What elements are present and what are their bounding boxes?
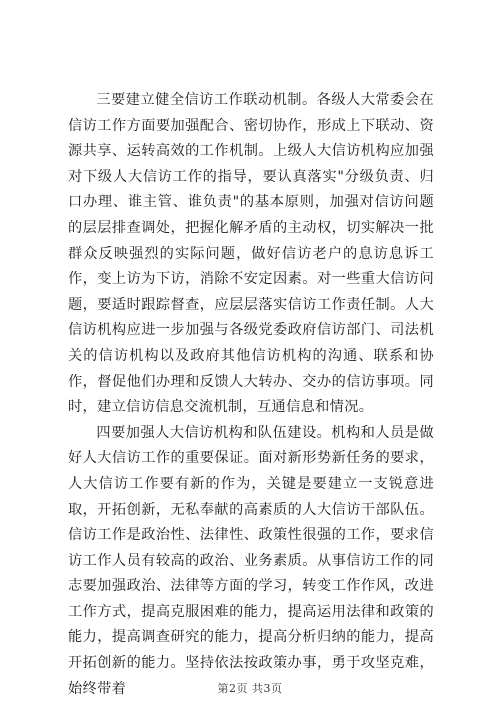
- paragraph-linkage-mechanism: 三要建立健全信访工作联动机制。各级人大常委会在信访工作方面要加强配合、密切协作，形成上下联动、资源共享、运转高效的工作机制。上级人大信访机构应加强对下级人大信访工作的指导，要认真落实"分级负责、归口办理、谁主管、谁负责"的基本原则，加强对信访问题的层层排查调处，把握化解矛盾的主动权，切实解决一批群众反映强烈的实际问题，做好信访老户的息访息诉工作，变上访为下访，消除不安定因素。对一些重大信访问题，要适时跟踪督查，应层层落实信访工作责任制。人大信访机构应进一步加强与各级党委政府信访部门、司法机关的信访机构以及政府其他信访机构的沟通、联系和协作，督促他们办理和反馈人大转办、交办的信访事项。同时，建立信访信息交流机制，互通信息和情况。: [68, 92, 434, 416]
- document-body: [68, 88, 434, 702]
- page-number-footer: 第2页 共3页: [217, 682, 283, 695]
- paragraph-team-building: 四要加强人大信访机构和队伍建设。机构和人员是做好人大信访工作的重要保证。面对新形势新任务的要求，人大信访工作要有新的作为，关键是要建立一支锐意进取，开拓创新，无私奉献的高素质的人大信访干部队伍。信访工作是政治性、法律性、政策性很强的工作，要求信访工作人员有较高的政治、业务素质。从事信访工作的同志要加强政治、法律等方面的学习，转变工作作风，改进工作方式，提高克服困难的能力，提高运用法律和政策的能力，提高调查研究的能力，提高分析归纳的能力，提高开拓创新的能力。坚持依法按政策办事，勇于攻坚克难，始终带着: [68, 424, 434, 697]
